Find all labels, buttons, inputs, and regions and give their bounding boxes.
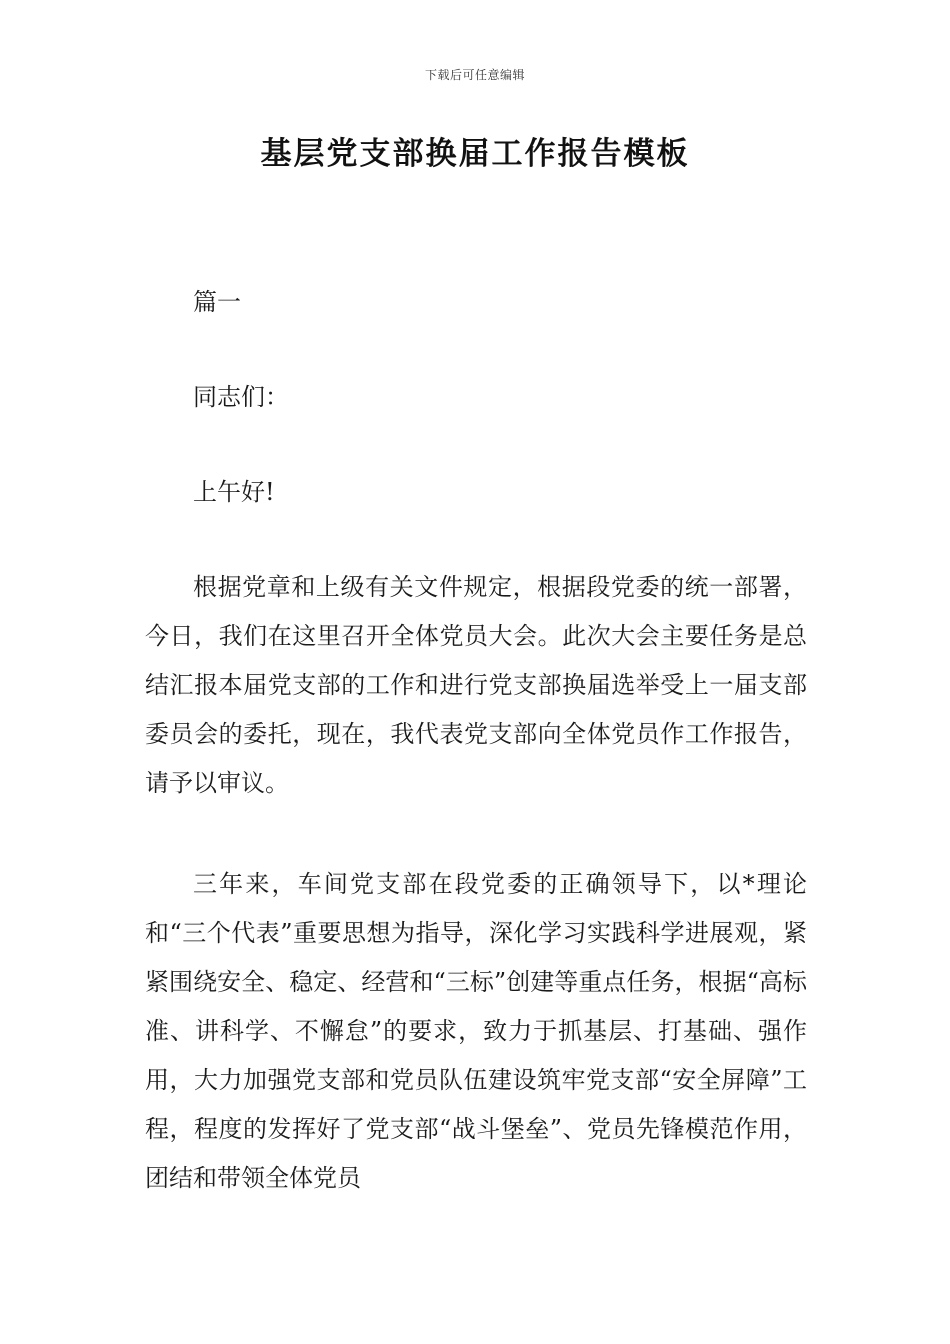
document-title: 基层党支部换届工作报告模板 xyxy=(260,136,690,172)
greeting: 上午好! xyxy=(193,478,275,506)
header-note: 下载后可任意编辑 xyxy=(424,68,525,82)
salutation: 同志们： xyxy=(193,383,289,411)
document-body xyxy=(145,278,807,1203)
section-label: 篇一 xyxy=(193,288,241,316)
body-paragraph: 三年来，车间党支部在段党委的正确领导下，以*理论和“三个代表”重要思想为指导，深化学习实践科学进展观，紧紧围绕安全、稳定、经营和“三标”创建等重点任务，根据“高标准、讲科学、不懈怠”的要求，致力于抓基层、打基础、强作用，大力加强党支部和党员队伍建设筑牢党支部“安全屏障”工程，程度的发挥好了党支部“战斗堡垒”、党员先锋模范作用，团结和带领全体党员 xyxy=(145,870,807,1192)
body-paragraph: 根据党章和上级有关文件规定，根据段党委的统一部署，今日，我们在这里召开全体党员大会。此次大会主要任务是总结汇报本届党支部的工作和进行党支部换届选举受上一届支部委员会的委托，现在，我代表党支部向全体党员作工作报告，请予以审议。 xyxy=(145,573,807,797)
